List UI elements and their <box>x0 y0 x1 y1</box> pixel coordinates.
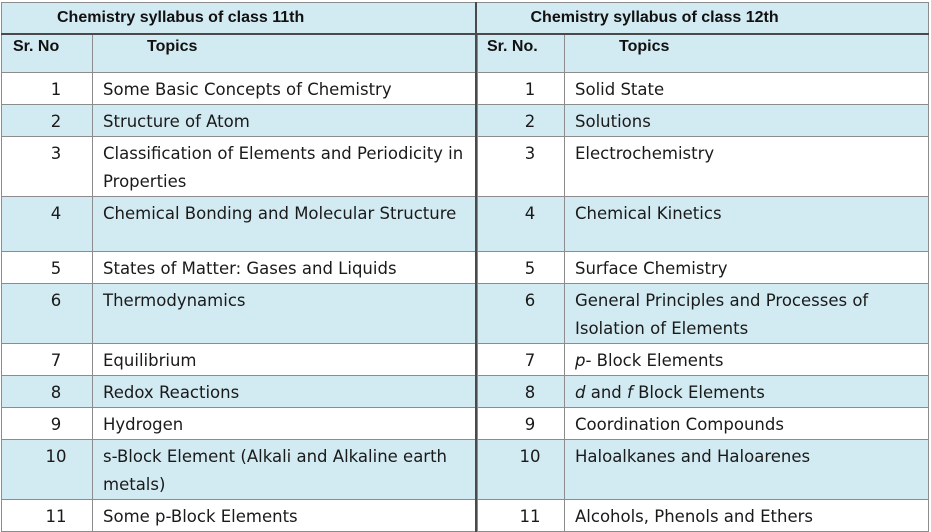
sr-no-11: 3 <box>2 137 93 197</box>
sr-no-11: 8 <box>2 376 93 408</box>
sr-no-12: 2 <box>478 105 565 137</box>
topic-12: Haloalkanes and Haloarenes <box>565 440 929 500</box>
syllabus-table-container <box>1 2 928 526</box>
sr-no-12: 11 <box>478 500 565 532</box>
header-row <box>2 34 929 73</box>
sr-no-header-11: Sr. No <box>2 34 93 73</box>
topic-text: - Block Elements <box>585 351 724 370</box>
topic-12 <box>565 344 929 376</box>
table-row <box>2 197 929 252</box>
topic-text: Block Elements <box>632 383 765 402</box>
topic-12: Surface Chemistry <box>565 252 929 284</box>
sr-no-12: 8 <box>478 376 565 408</box>
topic-12: Electrochemistry <box>565 137 929 197</box>
topic-11: Thermodynamics <box>93 284 476 344</box>
sr-no-12: 10 <box>478 440 565 500</box>
sr-no-11: 1 <box>2 73 93 105</box>
table-row <box>2 105 929 137</box>
topic-12: Solid State <box>565 73 929 105</box>
italic-letter: d <box>575 383 586 402</box>
topic-11: Hydrogen <box>93 408 476 440</box>
sr-no-12: 5 <box>478 252 565 284</box>
topic-11: Structure of Atom <box>93 105 476 137</box>
sr-no-12: 1 <box>478 73 565 105</box>
sr-no-header-12: Sr. No. <box>478 34 565 73</box>
topic-12: Coordination Compounds <box>565 408 929 440</box>
topic-11: Redox Reactions <box>93 376 476 408</box>
class-12-title: Chemistry syllabus of class 12th <box>476 3 929 35</box>
table-row <box>2 284 929 344</box>
sr-no-12: 7 <box>478 344 565 376</box>
table-row <box>2 500 929 532</box>
sr-no-11: 2 <box>2 105 93 137</box>
sr-no-11: 5 <box>2 252 93 284</box>
table-row <box>2 137 929 197</box>
italic-letter: p <box>575 351 586 370</box>
sr-no-11: 11 <box>2 500 93 532</box>
italic-letter: f <box>627 383 633 402</box>
topics-header-11: Topics <box>93 34 476 73</box>
table-row <box>2 408 929 440</box>
title-row <box>2 3 929 35</box>
sr-no-11: 7 <box>2 344 93 376</box>
topic-12: General Principles and Processes of Isolation of Elements <box>565 284 929 344</box>
sr-no-11: 4 <box>2 197 93 252</box>
topic-12: Chemical Kinetics <box>565 197 929 252</box>
sr-no-12: 9 <box>478 408 565 440</box>
sr-no-11: 10 <box>2 440 93 500</box>
table-row <box>2 440 929 500</box>
sr-no-12: 4 <box>478 197 565 252</box>
topic-text: and <box>585 383 628 402</box>
sr-no-11: 9 <box>2 408 93 440</box>
topics-header-12: Topics <box>565 34 929 73</box>
table-row <box>2 73 929 105</box>
topic-11: Chemical Bonding and Molecular Structure <box>93 197 476 252</box>
topic-11: Classification of Elements and Periodicity in Properties <box>93 137 476 197</box>
topic-11: s-Block Element (Alkali and Alkaline earth metals) <box>93 440 476 500</box>
class-11-title: Chemistry syllabus of class 11th <box>2 3 476 35</box>
topic-11: Some p-Block Elements <box>93 500 476 532</box>
topic-12 <box>565 376 929 408</box>
table-row <box>2 252 929 284</box>
sr-no-11: 6 <box>2 284 93 344</box>
table-row <box>2 344 929 376</box>
table-row <box>2 376 929 408</box>
topic-12: Solutions <box>565 105 929 137</box>
syllabus-table <box>1 2 929 532</box>
sr-no-12: 6 <box>478 284 565 344</box>
topic-11: Some Basic Concepts of Chemistry <box>93 73 476 105</box>
topic-12: Alcohols, Phenols and Ethers <box>565 500 929 532</box>
topic-11: Equilibrium <box>93 344 476 376</box>
sr-no-12: 3 <box>478 137 565 197</box>
topic-11: States of Matter: Gases and Liquids <box>93 252 476 284</box>
